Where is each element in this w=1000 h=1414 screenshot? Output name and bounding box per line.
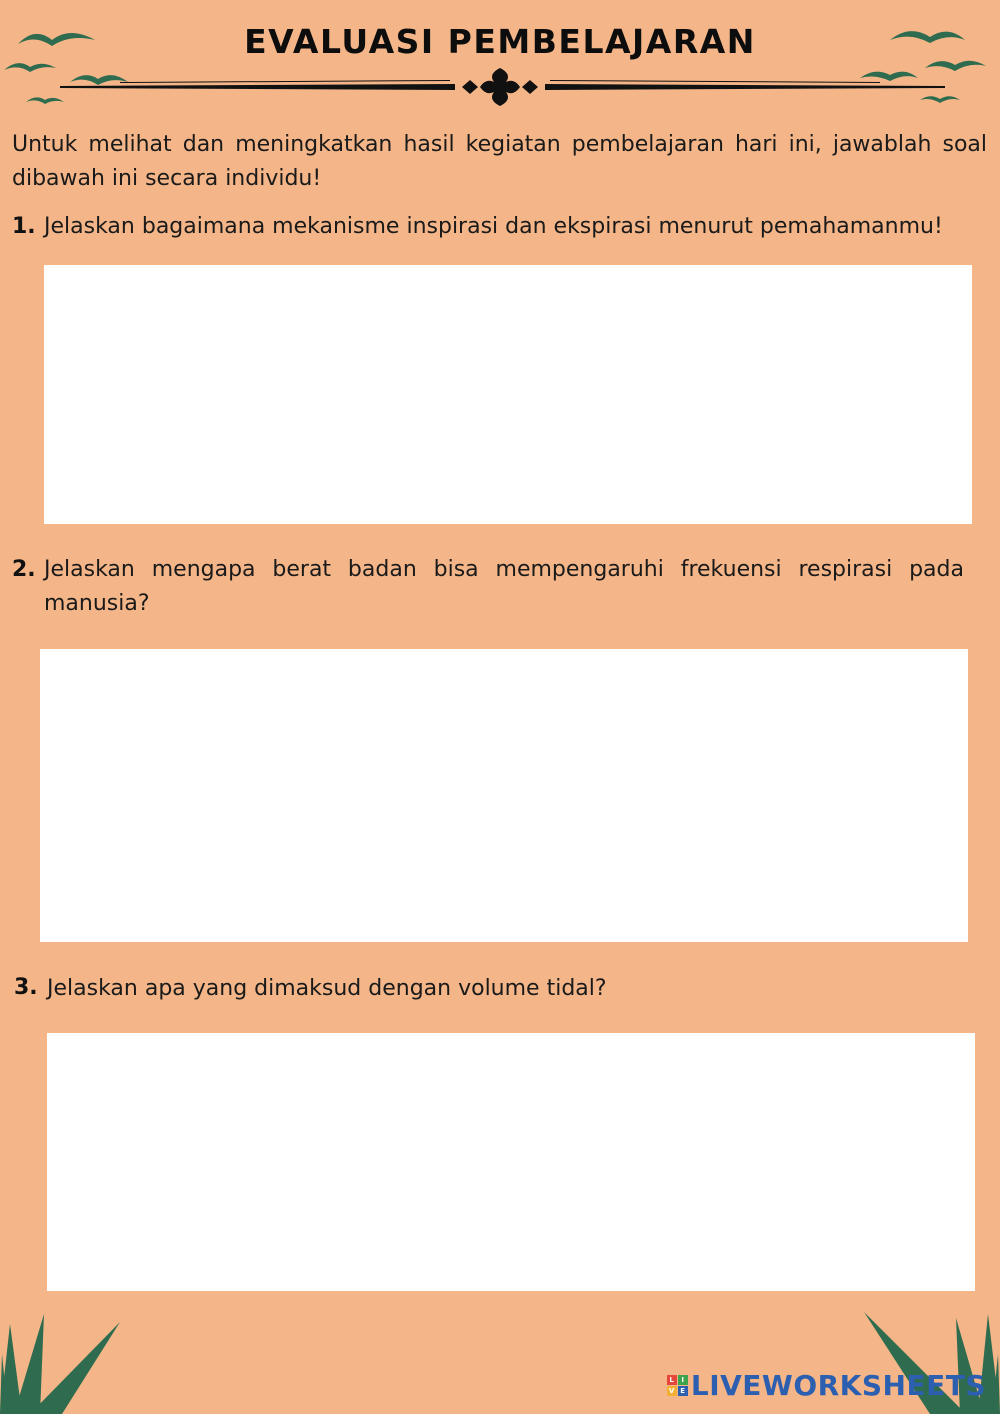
- answer-box-2[interactable]: [40, 649, 968, 942]
- logo-text: LIVEWORKSHEETS: [690, 1369, 986, 1402]
- logo-mark-icon: L I V E: [667, 1375, 688, 1396]
- instructions-text: Untuk melihat dan meningkatkan hasil kegiatan pembelajaran hari ini, jawablah soal dibawah ini secara individu!: [12, 132, 987, 191]
- ornament-divider: [0, 60, 1000, 110]
- question-number-3: 3.: [14, 975, 38, 1000]
- liveworksheets-logo: [667, 1369, 986, 1402]
- page-title: EVALUASI PEMBELAJARAN: [244, 22, 756, 61]
- flourish-icon: [480, 68, 520, 106]
- question-text-1: Jelaskan bagaimana mekanisme inspirasi dan ekspirasi menurut pemahamanmu!: [44, 214, 943, 239]
- question-text-2: Jelaskan mengapa berat badan bisa mempengaruhi frekuensi respirasi pada manusia?: [44, 557, 964, 616]
- answer-box-3[interactable]: [47, 1033, 975, 1291]
- question-text-3: Jelaskan apa yang dimaksud dengan volume tidal?: [47, 976, 607, 1001]
- grass-left-decoration: [0, 1304, 140, 1414]
- answer-box-1[interactable]: [44, 265, 972, 524]
- question-number-2: 2.: [12, 557, 36, 582]
- question-number-1: 1.: [12, 214, 36, 239]
